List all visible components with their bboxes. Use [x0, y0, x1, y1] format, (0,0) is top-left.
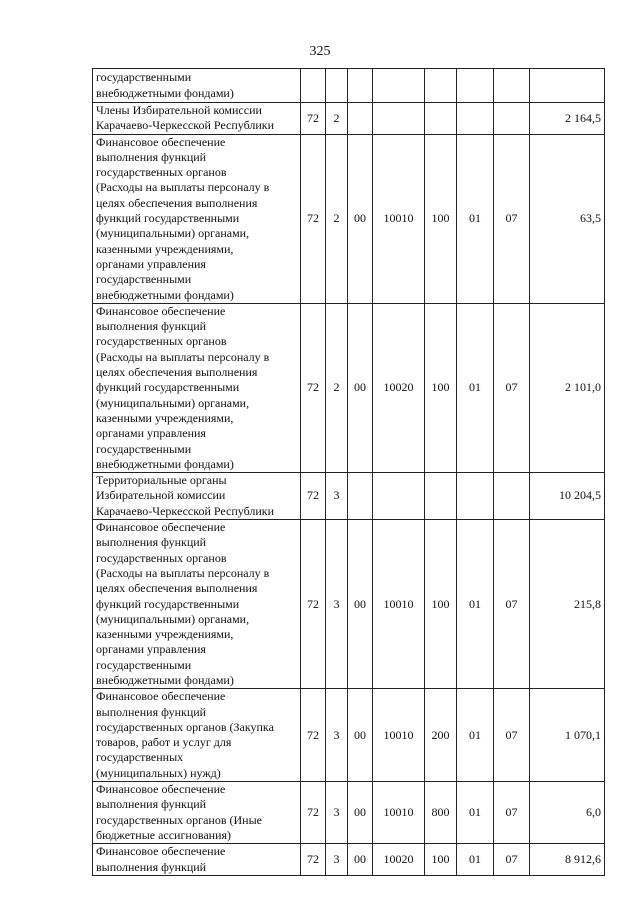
table-row: [93, 782, 605, 844]
cell-code-5: 200: [425, 689, 457, 782]
cell-code-3: 00: [348, 134, 373, 303]
cell-code-5: 800: [425, 782, 457, 844]
cell-code-5: 100: [425, 303, 457, 472]
cell-description: Финансовое обеспечение выполнения функций государственных органов (Иные бюджетные ассигнования): [93, 782, 301, 844]
cell-code-4: [373, 473, 425, 520]
cell-description: Финансовое обеспечение выполнения функций: [93, 844, 301, 876]
table-row: [93, 473, 605, 520]
cell-amount: 63,5: [530, 134, 605, 303]
cell-code-4: [373, 103, 425, 135]
cell-code-4: [373, 69, 425, 103]
cell-code-3: 00: [348, 303, 373, 472]
cell-code-4: 10020: [373, 303, 425, 472]
cell-code-7: 07: [494, 782, 530, 844]
table-row: [93, 103, 605, 135]
cell-code-6: [457, 69, 494, 103]
cell-code-5: 100: [425, 520, 457, 689]
cell-code-2: 3: [326, 689, 348, 782]
budget-table: [92, 68, 605, 876]
cell-code-2: [326, 69, 348, 103]
cell-code-2: 2: [326, 134, 348, 303]
cell-code-7: 07: [494, 134, 530, 303]
cell-code-4: 10010: [373, 689, 425, 782]
table-row: [93, 134, 605, 303]
cell-code-1: 72: [301, 303, 326, 472]
cell-code-5: 100: [425, 844, 457, 876]
cell-code-6: 01: [457, 782, 494, 844]
cell-code-7: 07: [494, 844, 530, 876]
table-row: [93, 844, 605, 876]
cell-code-4: 10010: [373, 520, 425, 689]
cell-code-1: 72: [301, 844, 326, 876]
cell-code-2: 2: [326, 103, 348, 135]
cell-description: государственными внебюджетными фондами): [93, 69, 301, 103]
cell-amount: 2 101,0: [530, 303, 605, 472]
cell-code-3: [348, 69, 373, 103]
cell-code-1: 72: [301, 473, 326, 520]
cell-amount: [530, 69, 605, 103]
page-number: 325: [309, 44, 331, 59]
cell-code-2: 3: [326, 520, 348, 689]
cell-code-6: 01: [457, 844, 494, 876]
cell-code-6: [457, 473, 494, 520]
cell-code-6: 01: [457, 303, 494, 472]
cell-description: Территориальные органы Избирательной комиссии Карачаево-Черкесской Республики: [93, 473, 301, 520]
cell-amount: 8 912,6: [530, 844, 605, 876]
cell-code-5: [425, 473, 457, 520]
budget-table-body: [93, 69, 605, 876]
table-row: [93, 303, 605, 472]
cell-description: Финансовое обеспечение выполнения функций государственных органов (Закупка товаров, работ и услуг для государственных (муниципальных) нужд): [93, 689, 301, 782]
cell-description: Финансовое обеспечение выполнения функций государственных органов (Расходы на выплаты персоналу в целях обеспечения выполнения функций государственными (муниципальными) органами, казенными учреждениями, органами управления государственными внебюджетными фондами): [93, 303, 301, 472]
cell-code-7: [494, 473, 530, 520]
cell-amount: 215,8: [530, 520, 605, 689]
cell-code-6: 01: [457, 520, 494, 689]
cell-code-5: [425, 103, 457, 135]
cell-code-5: [425, 69, 457, 103]
cell-description: Финансовое обеспечение выполнения функций государственных органов (Расходы на выплаты персоналу в целях обеспечения выполнения функций государственными (муниципальными) органами, казенными учреждениями, органами управления государственными внебюджетными фондами): [93, 520, 301, 689]
cell-code-3: 00: [348, 689, 373, 782]
cell-code-1: 72: [301, 103, 326, 135]
cell-code-2: 3: [326, 473, 348, 520]
cell-code-3: 00: [348, 782, 373, 844]
cell-code-3: [348, 473, 373, 520]
cell-code-1: 72: [301, 520, 326, 689]
cell-amount: 6,0: [530, 782, 605, 844]
cell-code-4: 10010: [373, 782, 425, 844]
cell-amount: 10 204,5: [530, 473, 605, 520]
cell-code-1: 72: [301, 689, 326, 782]
cell-amount: 2 164,5: [530, 103, 605, 135]
cell-code-4: 10010: [373, 134, 425, 303]
cell-code-1: 72: [301, 134, 326, 303]
cell-code-6: [457, 103, 494, 135]
table-row: [93, 520, 605, 689]
cell-code-3: 00: [348, 844, 373, 876]
table-row: [93, 69, 605, 103]
cell-code-7: [494, 103, 530, 135]
cell-code-7: [494, 69, 530, 103]
cell-code-2: 3: [326, 782, 348, 844]
table-row: [93, 689, 605, 782]
cell-code-7: 07: [494, 303, 530, 472]
cell-code-3: [348, 103, 373, 135]
cell-code-5: 100: [425, 134, 457, 303]
cell-code-4: 10020: [373, 844, 425, 876]
cell-code-3: 00: [348, 520, 373, 689]
cell-description: Члены Избирательной комиссии Карачаево-Черкесской Республики: [93, 103, 301, 135]
cell-description: Финансовое обеспечение выполнения функций государственных органов (Расходы на выплаты персоналу в целях обеспечения выполнения функций государственными (муниципальными) органами, казенными учреждениями, органами управления государственными внебюджетными фондами): [93, 134, 301, 303]
cell-code-1: 72: [301, 782, 326, 844]
cell-code-7: 07: [494, 520, 530, 689]
cell-code-6: 01: [457, 134, 494, 303]
cell-code-2: 3: [326, 844, 348, 876]
cell-code-7: 07: [494, 689, 530, 782]
cell-code-6: 01: [457, 689, 494, 782]
cell-code-1: [301, 69, 326, 103]
cell-amount: 1 070,1: [530, 689, 605, 782]
cell-code-2: 2: [326, 303, 348, 472]
